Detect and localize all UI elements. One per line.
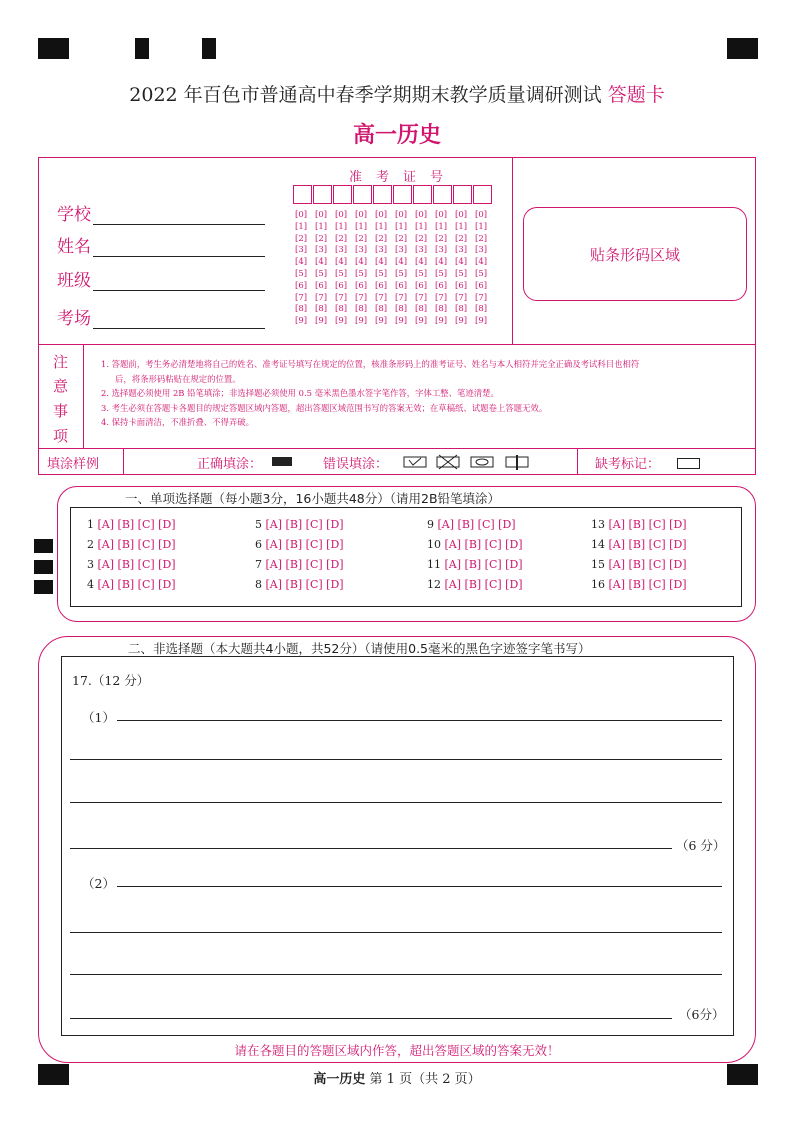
admission-bubble[interactable]: [8] [395,304,408,315]
admission-bubble[interactable]: [1] [315,221,328,232]
part2-label: （2） [82,876,115,891]
answer-line[interactable] [70,932,722,933]
admission-bubble[interactable]: [5] [455,268,468,279]
admission-bubble[interactable]: [6] [395,280,408,291]
admission-bubble[interactable]: [5] [315,268,328,279]
timing-mark [34,539,53,553]
admission-bubble[interactable]: [9] [415,316,428,327]
class-field[interactable]: 班级 [57,266,265,291]
answer-line[interactable] [70,759,722,760]
admission-bubble[interactable]: [2] [355,233,368,244]
admission-bubble[interactable]: [6] [375,280,388,291]
admission-bubble[interactable]: [1] [375,221,388,232]
admission-bubble[interactable]: [8] [475,304,488,315]
question-number: 1 [87,518,98,531]
question-number: 11 [427,558,445,571]
choice-question[interactable] [427,538,523,551]
admission-bubble[interactable]: [5] [395,268,408,279]
answer-options[interactable]: [A] [B] [C] [D] [97,538,176,551]
admission-bubble[interactable]: [0] [355,210,368,220]
admission-bubble[interactable]: [4] [295,257,308,268]
choice-grid [70,507,742,607]
admission-digit-row [295,234,495,246]
admission-bubble[interactable]: [7] [395,292,408,303]
answer-options[interactable]: [A] [B] [C] [D] [265,518,344,531]
answer-options[interactable]: [A] [B] [C] [D] [97,578,176,591]
answer-options[interactable]: [A] [B] [C] [D] [97,558,176,571]
choice-question[interactable] [255,578,344,591]
admission-digit-box[interactable] [293,185,312,204]
admission-bubble[interactable]: [3] [375,245,388,256]
admission-bubble[interactable]: [9] [355,316,368,327]
admission-bubble[interactable]: [2] [375,233,388,244]
answer-line[interactable] [117,720,722,721]
answer-options[interactable]: [A] [B] [C] [D] [444,538,523,551]
admission-bubble[interactable]: [8] [315,304,328,315]
choice-question[interactable] [255,558,344,571]
part1-label: （1） [82,710,115,725]
admission-bubble[interactable]: [1] [355,221,368,232]
admission-bubble[interactable]: [9] [395,316,408,327]
admission-bubble[interactable]: [0] [415,210,428,220]
admission-bubble[interactable]: [8] [295,304,308,315]
admission-bubble[interactable]: [0] [335,210,348,220]
admission-bubble[interactable]: [2] [315,233,328,244]
admission-bubble[interactable]: [2] [395,233,408,244]
admission-bubble[interactable]: [8] [355,304,368,315]
admission-bubble[interactable]: [0] [315,210,328,220]
admission-bubble[interactable]: [6] [295,280,308,291]
question-number: 2 [87,538,98,551]
fill-sample-label: 填涂样例 [47,457,100,472]
admission-digit-box[interactable] [473,185,492,204]
student-info [39,158,294,344]
admission-bubble[interactable]: [8] [335,304,348,315]
exam-title-main: 2022 年百色市普通高中春季学期期末教学质量调研测试 [129,84,602,106]
choice-question[interactable] [255,518,344,531]
admission-bubble[interactable]: [1] [295,221,308,232]
choice-question[interactable] [427,518,516,531]
answer-options[interactable]: [A] [B] [C] [D] [608,578,687,591]
admission-bubble[interactable]: [4] [475,257,488,268]
admission-bubble[interactable]: [1] [335,221,348,232]
part2-score: （6分） [679,1007,725,1022]
admission-bubble[interactable]: [3] [395,245,408,256]
answer-area-17[interactable] [61,656,734,1036]
admission-digit-box[interactable] [313,185,332,204]
admission-bubble[interactable]: [1] [415,221,428,232]
school-field[interactable]: 学校 [57,200,265,225]
choice-question[interactable] [591,538,687,551]
timing-mark [202,38,216,59]
admission-bubble[interactable]: [0] [375,210,388,220]
admission-bubble[interactable]: [8] [435,304,448,315]
admission-bubble[interactable]: [7] [375,292,388,303]
admission-bubble[interactable]: [6] [355,280,368,291]
timing-mark [34,580,53,594]
admission-bubble[interactable]: [9] [315,316,328,327]
admission-bubble[interactable]: [2] [335,233,348,244]
admission-bubble[interactable]: [6] [455,280,468,291]
exam-title [0,80,794,107]
admission-bubble[interactable]: [5] [375,268,388,279]
admission-digit-box[interactable] [353,185,372,204]
admission-bubble[interactable]: [9] [335,316,348,327]
admission-bubble[interactable]: [4] [335,257,348,268]
choice-question[interactable] [591,518,687,531]
admission-bubble-grid[interactable] [295,210,495,328]
question-number: 12 [427,578,445,591]
answer-options[interactable]: [A] [B] [C] [D] [608,538,687,551]
admission-bubble[interactable]: [8] [375,304,388,315]
admission-bubble[interactable]: [9] [375,316,388,327]
answer-options[interactable]: [A] [B] [C] [D] [444,578,523,591]
admission-bubble[interactable]: [3] [435,245,448,256]
subject-title: 高一历史 [352,123,441,148]
question-number: 3 [87,558,98,571]
choice-question[interactable] [427,578,523,591]
admission-bubble[interactable]: [1] [435,221,448,232]
fill-sample-row [39,449,755,474]
choice-question[interactable] [87,518,176,531]
admission-bubble[interactable]: [7] [315,292,328,303]
admission-bubble[interactable]: [3] [355,245,368,256]
admission-digit-box[interactable] [393,185,412,204]
admission-digit-row [295,210,495,222]
question-number: 13 [591,518,609,531]
question-number: 14 [591,538,609,551]
admission-bubble[interactable]: [0] [295,210,308,220]
admission-digit-box[interactable] [453,185,472,204]
admission-bubble[interactable]: [1] [475,221,488,232]
answer-options[interactable]: [A] [B] [C] [D] [437,518,516,531]
name-field[interactable]: 姓名 [57,232,265,257]
answer-line[interactable] [117,886,722,887]
answer-options[interactable]: [A] [B] [C] [D] [97,518,176,531]
admission-bubble[interactable]: [5] [475,268,488,279]
barcode-area: 贴条形码区域 [523,207,747,301]
divider [512,158,513,344]
admission-number [293,158,513,344]
admission-digit-row [295,281,495,293]
choice-question[interactable] [591,558,687,571]
answer-options[interactable]: [A] [B] [C] [D] [265,538,344,551]
correct-fill-mark [272,457,292,466]
timing-mark [38,38,69,59]
question-number: 5 [255,518,266,531]
wrong-fill-label: 错误填涂： [323,457,389,472]
admission-bubble[interactable]: [6] [435,280,448,291]
admission-bubble[interactable]: [2] [295,233,308,244]
admission-bubble[interactable]: [6] [315,280,328,291]
choice-section-title: 一、单项选择题（每小题3分，16小题共48分）（请用2B铅笔填涂） [125,491,501,506]
answer-options[interactable]: [A] [B] [C] [D] [608,518,687,531]
answer-line[interactable] [70,974,722,975]
exam-title-accent: 答题卡 [607,84,665,106]
admission-bubble[interactable]: [7] [435,292,448,303]
admission-digit-box[interactable] [373,185,392,204]
timing-mark [135,38,149,59]
admission-digit-box[interactable] [333,185,352,204]
admission-digit-row [295,257,495,269]
choice-question[interactable] [427,558,523,571]
admission-bubble[interactable]: [5] [435,268,448,279]
admission-boxes[interactable] [293,185,493,204]
admission-bubble[interactable]: [7] [415,292,428,303]
admission-digit-box[interactable] [433,185,452,204]
admission-bubble[interactable]: [3] [455,245,468,256]
admission-bubble[interactable]: [3] [415,245,428,256]
absent-mark-box[interactable] [677,458,700,469]
question-number: 16 [591,578,609,591]
choice-question[interactable] [591,578,687,591]
question-17-label: 17.（12 分） [72,673,150,688]
admission-bubble[interactable]: [7] [335,292,348,303]
room-field[interactable]: 考场 [57,304,265,329]
question-number: 10 [427,538,445,551]
question-number: 4 [87,578,98,591]
admission-bubble[interactable]: [0] [475,210,488,220]
admission-bubble[interactable]: [7] [475,292,488,303]
admission-bubble[interactable]: [7] [295,292,308,303]
admission-bubble[interactable]: [0] [455,210,468,220]
page-footer [0,1068,794,1087]
wrong-fill-marks [403,454,533,470]
admission-bubble[interactable]: [3] [295,245,308,256]
admission-bubble[interactable]: [2] [415,233,428,244]
admission-bubble[interactable]: [4] [395,257,408,268]
admission-bubble[interactable]: [4] [355,257,368,268]
timing-mark [727,38,758,59]
admission-bubble[interactable]: [0] [395,210,408,220]
admission-digit-row [295,316,495,328]
boundary-warning: 请在各题目的答题区域内作答，超出答题区域的答案无效！ [234,1043,560,1058]
admission-label: 准考证号 [348,170,457,185]
admission-bubble[interactable]: [4] [315,257,328,268]
admission-bubble[interactable]: [6] [475,280,488,291]
question-number: 8 [255,578,266,591]
choice-question[interactable] [255,538,344,551]
absent-mark-label: 缺考标记： [595,457,661,472]
question-number: 15 [591,558,609,571]
admission-bubble[interactable]: [1] [455,221,468,232]
question-number: 9 [427,518,438,531]
admission-bubble[interactable]: [9] [435,316,448,327]
notes-label: 注 意 事 项 [53,353,69,445]
admission-bubble[interactable]: [3] [475,245,488,256]
admission-bubble[interactable]: [6] [335,280,348,291]
admission-bubble[interactable]: [1] [395,221,408,232]
admission-bubble[interactable]: [4] [435,257,448,268]
footer-page: 第 1 页（共 2 页） [369,1072,481,1087]
admission-digit-row [295,222,495,234]
choice-question[interactable] [87,558,176,571]
admission-bubble[interactable]: [3] [335,245,348,256]
admission-bubble[interactable]: [8] [415,304,428,315]
choice-question[interactable] [87,578,176,591]
admission-digit-row [295,293,495,305]
admission-digit-row [295,304,495,316]
answer-line[interactable] [70,802,722,803]
admission-bubble[interactable]: [5] [415,268,428,279]
timing-mark [34,560,53,574]
admission-bubble[interactable]: [2] [475,233,488,244]
footer-subject: 高一历史 [313,1072,366,1087]
admission-bubble[interactable]: [2] [435,233,448,244]
admission-digit-row [295,245,495,257]
answer-options[interactable]: [A] [B] [C] [D] [608,558,687,571]
admission-bubble[interactable]: [3] [315,245,328,256]
correct-fill-label: 正确填涂： [197,457,263,472]
header-panel [38,157,756,475]
admission-digit-row [295,269,495,281]
notes-text: 1. 答题前，考生务必清楚地将自己的姓名、准考证号填写在规定的位置，核准条形码上的准考证号、姓名与本人相符并完全正确及考试科目也相符 后，将条形码粘贴在规定的位置。 2. 选择题必须使用 2B 铅笔填涂；非选择题必须使用 0.5 毫米黑色墨水签字笔作答，字体工整、笔迹清楚。 3. 考生必须在答题卡各题目的规定答题区域内答题，超出答题区域范围书写的答案无效；在草稿纸、试题卷上答题无效。 4. 保持卡面清洁，不准折叠、不得弄破。 [101,359,640,427]
admission-bubble[interactable]: [8] [455,304,468,315]
admission-bubble[interactable]: [4] [455,257,468,268]
divider [39,344,755,345]
admission-bubble[interactable]: [7] [355,292,368,303]
admission-digit-box[interactable] [413,185,432,204]
admission-bubble[interactable]: [2] [455,233,468,244]
admission-bubble[interactable]: [4] [415,257,428,268]
open-section-title: 二、非选择题（本大题共4小题，共52分）（请使用0.5毫米的黑色字迹签字笔书写） [128,641,591,656]
admission-bubble[interactable]: [5] [335,268,348,279]
answer-options[interactable]: [A] [B] [C] [D] [265,578,344,591]
admission-bubble[interactable]: [5] [295,268,308,279]
admission-bubble[interactable]: [9] [475,316,488,327]
choice-question[interactable] [87,538,176,551]
answer-options[interactable]: [A] [B] [C] [D] [265,558,344,571]
admission-bubble[interactable]: [7] [455,292,468,303]
admission-bubble[interactable]: [9] [295,316,308,327]
admission-bubble[interactable]: [4] [375,257,388,268]
admission-bubble[interactable]: [5] [355,268,368,279]
answer-line[interactable] [70,848,672,849]
answer-line[interactable] [70,1018,672,1019]
question-number: 6 [255,538,266,551]
admission-bubble[interactable]: [0] [435,210,448,220]
question-number: 7 [255,558,266,571]
admission-bubble[interactable]: [6] [415,280,428,291]
divider [83,345,84,449]
part1-score: （6 分） [676,838,726,853]
admission-bubble[interactable]: [9] [455,316,468,327]
answer-options[interactable]: [A] [B] [C] [D] [444,558,523,571]
